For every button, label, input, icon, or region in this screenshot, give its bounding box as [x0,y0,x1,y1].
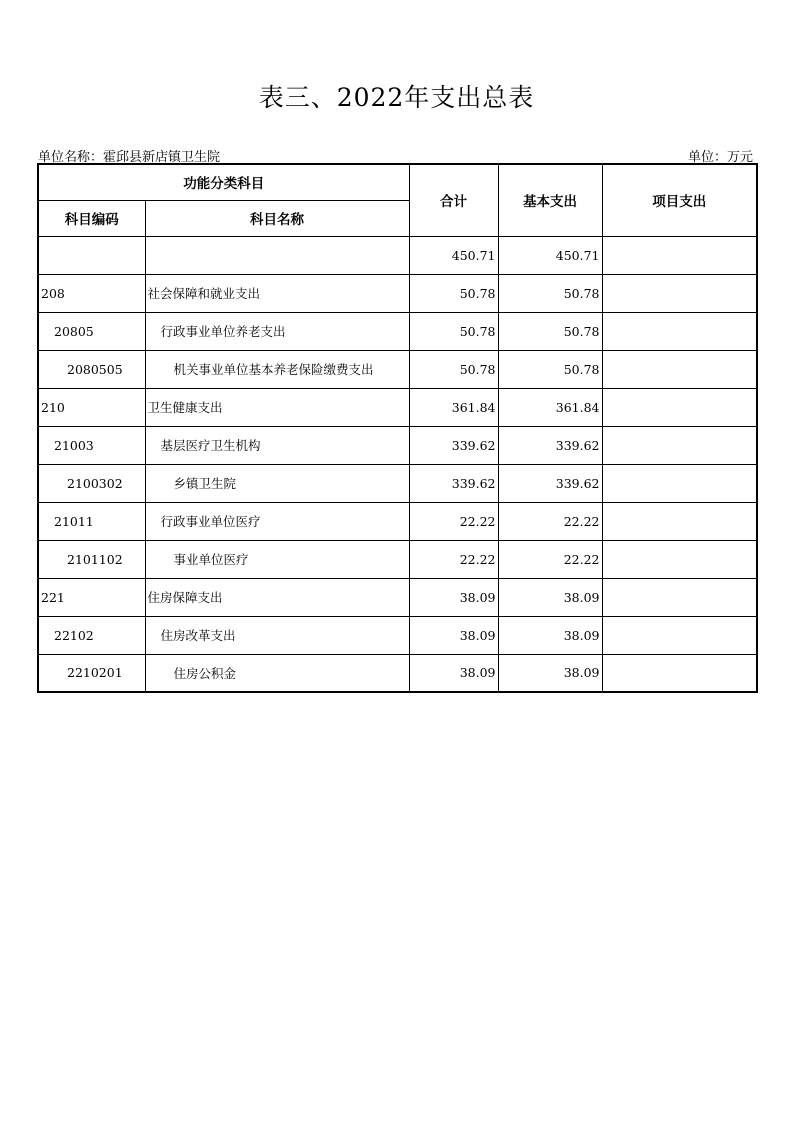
total-cell: 22.22 [409,540,498,578]
project-expenditure-cell [602,540,757,578]
basic-expenditure-cell: 50.78 [498,274,602,312]
table-row [38,426,757,464]
subject-code-cell: 2080505 [38,350,145,388]
table-row [38,540,757,578]
subject-code-cell: 2101102 [38,540,145,578]
table-row [38,464,757,502]
table-row [38,274,757,312]
expenditure-table [37,163,758,693]
header-function-category: 功能分类科目 [38,164,409,200]
subject-name-cell: 住房保障支出 [145,578,409,616]
basic-expenditure-cell: 50.78 [498,350,602,388]
total-cell: 361.84 [409,388,498,426]
header-subject-name: 科目名称 [145,200,409,236]
page-title: 表三、2022年支出总表 [258,83,535,112]
table-body [38,236,757,692]
basic-expenditure-cell: 450.71 [498,236,602,274]
total-cell: 38.09 [409,616,498,654]
subject-name-cell: 机关事业单位基本养老保险缴费支出 [145,350,409,388]
basic-expenditure-cell: 22.22 [498,502,602,540]
project-expenditure-cell [602,388,757,426]
subject-code-cell: 2100302 [38,464,145,502]
table-row [38,616,757,654]
basic-expenditure-cell: 38.09 [498,616,602,654]
project-expenditure-cell [602,616,757,654]
basic-expenditure-cell: 38.09 [498,578,602,616]
subject-name-cell [145,236,409,274]
subject-name-cell: 乡镇卫生院 [145,464,409,502]
table-row [38,236,757,274]
basic-expenditure-cell: 22.22 [498,540,602,578]
header-subject-code: 科目编码 [38,200,145,236]
project-expenditure-cell [602,464,757,502]
total-cell: 22.22 [409,502,498,540]
table-row [38,312,757,350]
project-expenditure-cell [602,274,757,312]
subject-name-cell: 行政事业单位医疗 [145,502,409,540]
subject-code-cell: 2210201 [38,654,145,692]
subject-name-cell: 卫生健康支出 [145,388,409,426]
subject-name-cell: 住房公积金 [145,654,409,692]
project-expenditure-cell [602,350,757,388]
total-cell: 50.78 [409,274,498,312]
header-total: 合计 [409,164,498,236]
table-row [38,350,757,388]
total-cell: 339.62 [409,426,498,464]
project-expenditure-cell [602,502,757,540]
subject-code-cell: 22102 [38,616,145,654]
subject-code-cell: 20805 [38,312,145,350]
subject-name-cell: 行政事业单位养老支出 [145,312,409,350]
table-row [38,578,757,616]
subject-code-cell: 21003 [38,426,145,464]
currency-unit-label: 单位：万元 [687,150,753,165]
header-basic-expenditure: 基本支出 [498,164,602,236]
project-expenditure-cell [602,426,757,464]
table-row [38,388,757,426]
table-row [38,654,757,692]
header-project-expenditure: 项目支出 [602,164,757,236]
total-cell: 339.62 [409,464,498,502]
total-cell: 38.09 [409,578,498,616]
subject-name-cell: 基层医疗卫生机构 [145,426,409,464]
basic-expenditure-cell: 339.62 [498,464,602,502]
total-cell: 50.78 [409,350,498,388]
subject-code-cell: 210 [38,388,145,426]
subject-name-cell: 社会保障和就业支出 [145,274,409,312]
subject-code-cell: 221 [38,578,145,616]
subject-code-cell: 21011 [38,502,145,540]
unit-name-label: 单位名称：霍邱县新店镇卫生院 [38,150,221,165]
basic-expenditure-cell: 339.62 [498,426,602,464]
subject-name-cell: 住房改革支出 [145,616,409,654]
total-cell: 38.09 [409,654,498,692]
project-expenditure-cell [602,654,757,692]
project-expenditure-cell [602,312,757,350]
project-expenditure-cell [602,578,757,616]
total-cell: 50.78 [409,312,498,350]
table-row [38,502,757,540]
subject-code-cell [38,236,145,274]
basic-expenditure-cell: 50.78 [498,312,602,350]
subject-code-cell: 208 [38,274,145,312]
basic-expenditure-cell: 361.84 [498,388,602,426]
basic-expenditure-cell: 38.09 [498,654,602,692]
project-expenditure-cell [602,236,757,274]
subject-name-cell: 事业单位医疗 [145,540,409,578]
total-cell: 450.71 [409,236,498,274]
